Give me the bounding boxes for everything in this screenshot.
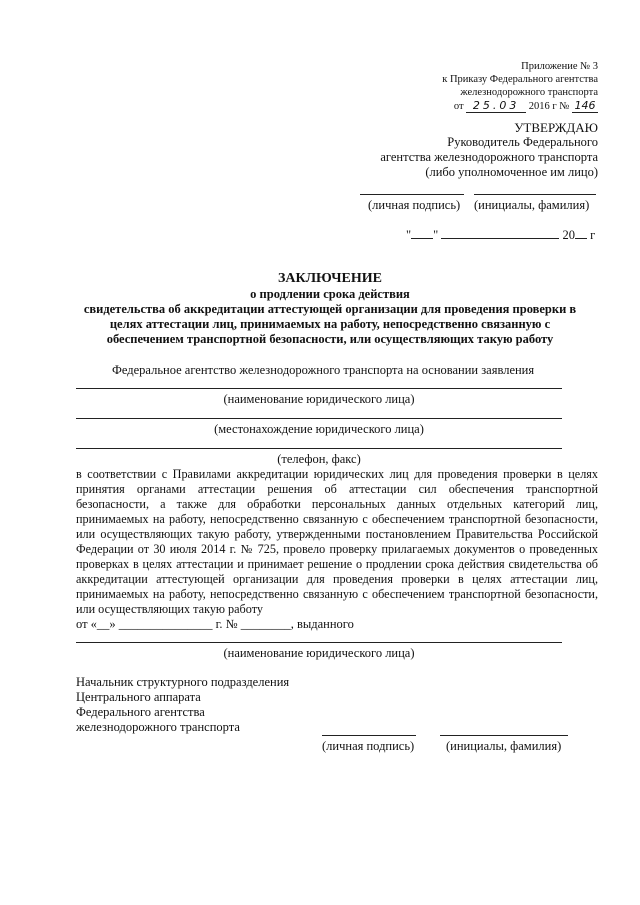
signatory-initials-line: [440, 735, 568, 736]
approval-date-quote-open: ": [406, 228, 412, 242]
approval-date-year-blank: [575, 238, 587, 239]
approval-title: УТВЕРЖДАЮ: [514, 120, 598, 135]
approval-initials-line: [474, 194, 596, 195]
approval-initials-caption: (инициалы, фамилия): [474, 198, 590, 212]
appendix-line-1: Приложение № 3: [521, 61, 598, 72]
legal-name-2-line: [76, 642, 562, 643]
approval-date-quote-close: ": [433, 228, 439, 242]
approval-date-month-blank: [441, 238, 559, 239]
body-paragraph: в соответствии с Правилами аккредитации юридических лиц для проведения проверки в целях принятия органами аттестации решения об аттестации сил обеспечения транспортной безопасности, а также для обработки персональных данных отдельных категорий лиц, принимаемых на работу, непосредственно связанную с обеспечением транспортной безопасности, или осуществляющих такую работу, утвержденными постановлением Правительства Российской Федерации от 30 июля 2014 г. № 725, провело проверку прилагаемых документов о проведенных проверках в целях аттестации и принимает решение о продлении срока действия свидетельства об аккредитации аттестующей организации для проведения проверки в целях аттестации лиц, принимаемых на работу, непосредственно связанную с обеспечением транспортной безопасности, или осуществляющих такую работу: [76, 467, 598, 616]
intro-text: Федеральное агентство железнодорожного транспорта на основании заявления: [112, 363, 535, 377]
heading-block: [60, 270, 600, 347]
approval-date-g: г: [590, 228, 596, 242]
signatory-line-1: Начальник структурного подразделения: [76, 675, 290, 689]
approval-block: [268, 120, 598, 180]
legal-address-line: [76, 418, 562, 419]
approval-date-day-blank: [411, 238, 433, 239]
appendix-date-handwritten: 25.03: [466, 99, 526, 113]
approval-line-3: (либо уполномоченное им лицо): [425, 165, 598, 179]
approval-signature-line: [360, 194, 464, 195]
signatory-signature-caption: (личная подпись): [322, 739, 415, 753]
appendix-line-2: к Приказу Федерального агентства: [442, 74, 598, 85]
phone-line: [76, 448, 562, 449]
signatory-line-3: Федерального агентства: [76, 705, 205, 719]
signatory-line-2: Центрального аппарата: [76, 690, 201, 704]
legal-address-caption: (местонахождение юридического лица): [214, 422, 424, 436]
approval-date-year: 20: [562, 228, 575, 242]
signatory-signature-line: [322, 735, 416, 736]
appendix-date-line: [298, 99, 598, 113]
appendix-date-year: 2016 г №: [528, 101, 570, 112]
heading-title: ЗАКЛЮЧЕНИЕ: [277, 271, 383, 286]
approval-signature-caption: (личная подпись): [368, 198, 461, 212]
heading-line-3: обеспечением транспортной безопасности, или осуществляющих такую работу: [106, 332, 554, 346]
signatory-initials-caption: (инициалы, фамилия): [446, 739, 562, 753]
approval-line-1: Руководитель Федерального: [447, 135, 598, 149]
issued-from-line: от «__» _______________ г. № ________, выданного: [76, 617, 354, 631]
heading-line-2: целях аттестации лиц, принимаемых на работу, непосредственно связанную с: [109, 317, 551, 331]
approval-line-2: агентства железнодорожного транспорта: [380, 150, 598, 164]
appendix-number-handwritten: 146: [572, 99, 598, 113]
heading-subtitle: о продлении срока действия: [250, 287, 410, 301]
legal-name-line: [76, 388, 562, 389]
phone-caption: (телефон, факс): [277, 452, 361, 466]
appendix-block: [298, 60, 598, 113]
legal-name-caption: (наименование юридического лица): [223, 392, 415, 406]
approval-date-line: [406, 228, 595, 243]
heading-line-1: свидетельства об аккредитации аттестующей организации для проведения проверки в: [83, 302, 577, 316]
appendix-date-prefix: от: [453, 101, 464, 112]
signatory-block: [76, 675, 376, 735]
legal-name-2-caption: (наименование юридического лица): [223, 646, 415, 660]
appendix-line-3: железнодорожного транспорта: [460, 87, 598, 98]
signatory-line-4: железнодорожного транспорта: [76, 720, 240, 734]
